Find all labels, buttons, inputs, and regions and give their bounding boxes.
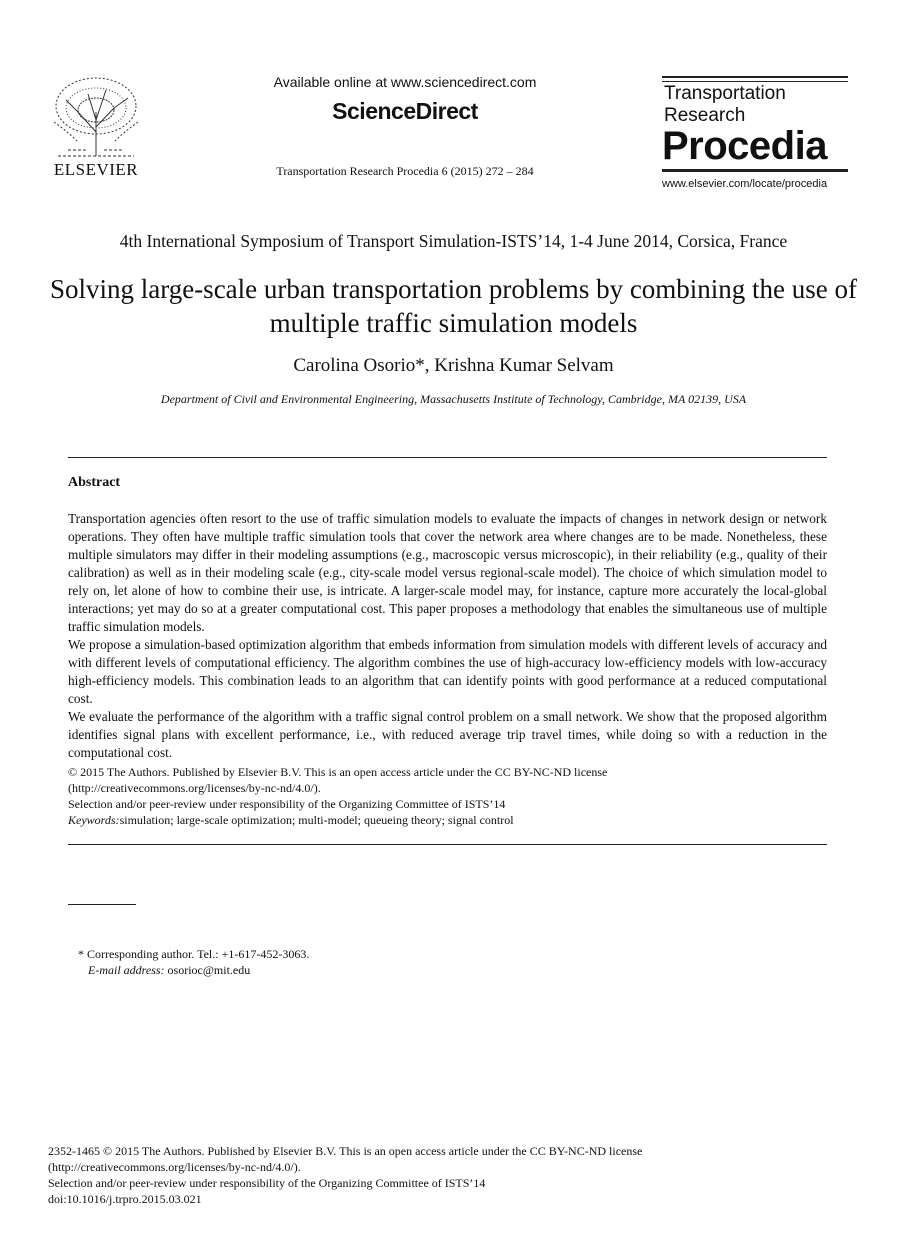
abstract-paragraph-3: We evaluate the performance of the algorithm with a traffic signal control problem on a small network. We show that the proposed algorithm identifies signal plans with excellent performance, i.e., with reduced average trip travel times, while doing so with a reduction in the computational cost. (68, 709, 827, 760)
issn-copyright: 2352-1465 © 2015 The Authors. Published by Elsevier B.V. This is an open access article under the CC BY-NC-ND license (48, 1144, 643, 1158)
logo-rule-top (662, 76, 848, 78)
logo-rule-top-thin (662, 81, 848, 82)
keywords-label: Keywords: (68, 813, 120, 827)
abstract-paragraph-1: Transportation agencies often resort to the use of traffic simulation models to evaluate the impacts of changes in network design or network operations. They often have multiple traffic simulation tools that cover the network area where changes are to be made. Nonetheless, these multiple simulators may differ in their modeling assumptions (e.g., macroscopic versus microscopic), in their reliability (e.g., quality of their calibration) as well as in their modeling scale (e.g., city-scale model versus regional-scale model). The choice of which simulation model to rely on, let alone of how to combine their use, is intricate. A larger-scale model may, for instance, capture more accurately the local-global interactions; yet may do so at a greater computational cost. This paper proposes a methodology that enables the simultaneous use of multiple traffic simulation models. (68, 511, 827, 634)
affiliation: Department of Civil and Environmental Engineering, Massachusetts Institute of Technology, Cambridge, MA 02139, USA (160, 392, 747, 406)
abstract-bottom-rule (68, 844, 827, 845)
elsevier-wordmark: ELSEVIER (53, 160, 139, 179)
authors: Carolina Osorio*, Krishna Kumar Selvam (293, 355, 614, 376)
sciencedirect-logo: ScienceDirect (332, 98, 478, 124)
journal-logo-line3: Procedia (662, 124, 827, 168)
bottom-license-link[interactable]: (http://creativecommons.org/licenses/by-nc-nd/4.0/). (48, 1160, 301, 1174)
journal-logo-line1: Transportation (664, 83, 786, 104)
bottom-peer-review: Selection and/or peer-review under responsibility of the Organizing Committee of ISTS’14 (48, 1176, 486, 1190)
doi[interactable]: doi:10.1016/j.trpro.2015.03.021 (48, 1192, 202, 1206)
paper-title: Solving large-scale urban transportation problems by combining the use of multiple traffic simulation models (49, 274, 858, 338)
abstract-paragraph-2: We propose a simulation-based optimization algorithm that embeds information from simulation models with different levels of accuracy and with different levels of computational efficiency. The algorithm combines the use of high-accuracy low-efficiency models with low-accuracy high-efficiency models. This combination leads to an algorithm that can identify points with good performance at a reduced computational cost. (68, 637, 827, 706)
abstract-heading: Abstract (68, 475, 121, 490)
journal-logo-line2: Research (664, 105, 746, 126)
email-label: E-mail address: (88, 963, 165, 977)
corresponding-author: * Corresponding author. Tel.: +1-617-452-3063. (78, 947, 310, 961)
email-address[interactable]: osorioc@mit.edu (164, 963, 251, 977)
footnote (78, 946, 309, 978)
copyright-line: © 2015 The Authors. Published by Elsevier B.V. This is an open access article under the CC BY-NC-ND license (68, 765, 608, 779)
bottom-info (48, 1143, 642, 1207)
peer-review-line: Selection and/or peer-review under responsibility of the Organizing Committee of ISTS’14 (68, 797, 506, 811)
abstract-top-rule (68, 457, 827, 458)
abstract-body (68, 510, 827, 828)
available-online-text[interactable]: Available online at www.sciencedirect.com (273, 74, 537, 90)
license-link[interactable]: (http://creativecommons.org/licenses/by-nc-nd/4.0/). (68, 781, 321, 795)
journal-url[interactable]: www.elsevier.com/locate/procedia (662, 178, 828, 190)
keywords-line (68, 812, 827, 828)
keywords-list: simulation; large-scale optimization; multi-model; queueing theory; signal control (119, 813, 514, 827)
footnote-rule (68, 904, 136, 905)
logo-rule-bottom (662, 169, 848, 172)
email-line (78, 962, 309, 978)
conference-line: 4th International Symposium of Transport Simulation-ISTS’14, 1-4 June 2014, Corsica, France (119, 231, 788, 251)
journal-citation: Transportation Research Procedia 6 (2015) 272 – 284 (276, 164, 534, 178)
